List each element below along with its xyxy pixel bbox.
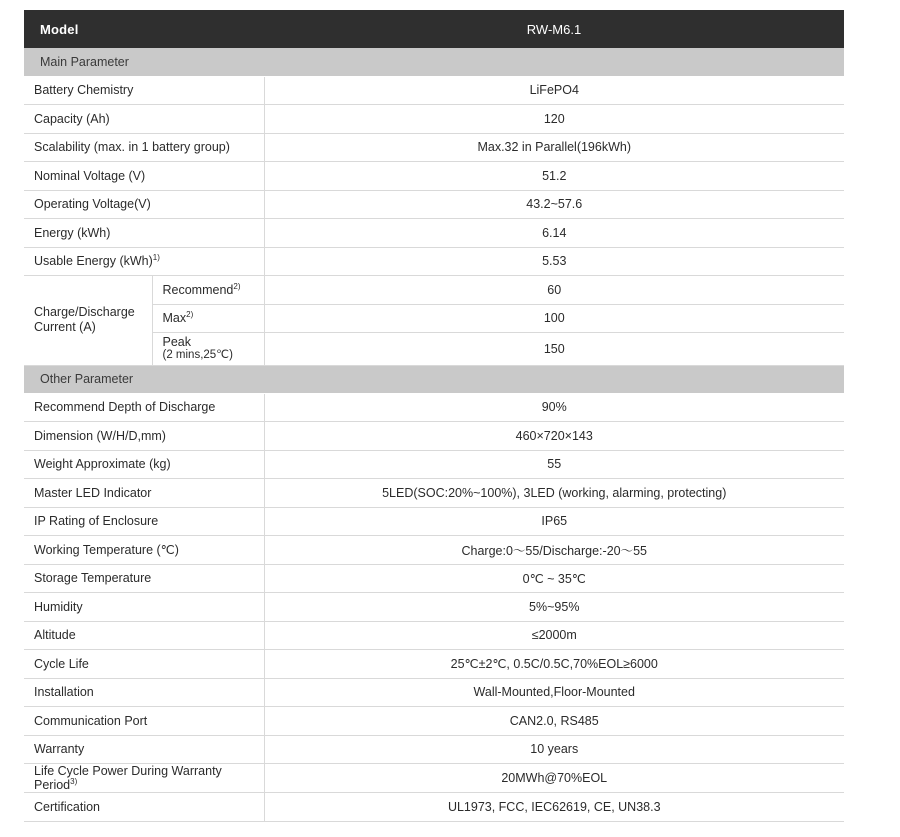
sub-row-label bbox=[152, 333, 264, 366]
row-label: Communication Port bbox=[24, 707, 264, 736]
sub-row-label-note: (2 mins,25℃) bbox=[162, 349, 233, 362]
table-row bbox=[24, 219, 844, 248]
table-row bbox=[24, 105, 844, 134]
table-row bbox=[24, 564, 844, 593]
row-value: 5.53 bbox=[264, 247, 844, 276]
row-label: Master LED Indicator bbox=[24, 479, 264, 508]
row-label: Recommend Depth of Discharge bbox=[24, 393, 264, 422]
row-value: 0℃ ~ 35℃ bbox=[264, 564, 844, 593]
table-row bbox=[24, 133, 844, 162]
row-label: Weight Approximate (kg) bbox=[24, 450, 264, 479]
row-value: 90% bbox=[264, 393, 844, 422]
row-label: Capacity (Ah) bbox=[24, 105, 264, 134]
row-label bbox=[24, 247, 264, 276]
row-value: CAN2.0, RS485 bbox=[264, 707, 844, 736]
row-label: Scalability (max. in 1 battery group) bbox=[24, 133, 264, 162]
row-value: 60 bbox=[264, 276, 844, 305]
row-value: 150 bbox=[264, 333, 844, 366]
section-header-other-parameter bbox=[24, 365, 844, 393]
row-label-footnote: 1) bbox=[152, 253, 160, 263]
sub-row-label bbox=[152, 304, 264, 333]
section-title: Other Parameter bbox=[24, 365, 264, 393]
row-label: Storage Temperature bbox=[24, 564, 264, 593]
table-header-row bbox=[24, 10, 844, 48]
row-label-text: Life Cycle Power During Warranty Period bbox=[34, 764, 222, 793]
row-label bbox=[24, 764, 264, 793]
table-row bbox=[24, 190, 844, 219]
row-label: Dimension (W/H/D,mm) bbox=[24, 422, 264, 451]
row-value: LiFePO4 bbox=[264, 76, 844, 105]
row-value: UL1973, FCC, IEC62619, CE, UN38.3 bbox=[264, 793, 844, 822]
row-label: Cycle Life bbox=[24, 650, 264, 679]
row-value: 5%~95% bbox=[264, 593, 844, 622]
table-row bbox=[24, 764, 844, 793]
specification-table-container bbox=[24, 10, 844, 822]
row-label: Nominal Voltage (V) bbox=[24, 162, 264, 191]
header-model-label: Model bbox=[24, 10, 264, 48]
row-label: Energy (kWh) bbox=[24, 219, 264, 248]
sub-row-label-text: Recommend bbox=[162, 282, 234, 297]
row-label: Working Temperature (℃) bbox=[24, 536, 264, 565]
group-label-line1: Charge/Discharge bbox=[34, 304, 135, 319]
row-value: 20MWh@70%EOL bbox=[264, 764, 844, 793]
group-row-label bbox=[24, 276, 152, 366]
table-row bbox=[24, 793, 844, 822]
row-value: 25℃±2℃, 0.5C/0.5C,70%EOL≥6000 bbox=[264, 650, 844, 679]
row-value: Charge:0～55/Discharge:-20～55 bbox=[264, 536, 844, 565]
section-spacer bbox=[264, 48, 844, 76]
row-label: Humidity bbox=[24, 593, 264, 622]
row-label-footnote: 3) bbox=[70, 776, 78, 786]
sub-row-label-text: Peak bbox=[162, 335, 191, 349]
table-row bbox=[24, 247, 844, 276]
row-value: 100 bbox=[264, 304, 844, 333]
row-label: IP Rating of Enclosure bbox=[24, 507, 264, 536]
section-title: Main Parameter bbox=[24, 48, 264, 76]
table-row bbox=[24, 507, 844, 536]
group-label-line2: Current (A) bbox=[34, 320, 96, 335]
row-label: Warranty bbox=[24, 735, 264, 764]
sub-row-label-text: Max bbox=[162, 311, 187, 326]
row-value: 460×720×143 bbox=[264, 422, 844, 451]
row-label: Certification bbox=[24, 793, 264, 822]
sub-row-footnote: 2) bbox=[233, 281, 241, 291]
table-row bbox=[24, 76, 844, 105]
row-value: 6.14 bbox=[264, 219, 844, 248]
page-right-margin bbox=[876, 0, 900, 837]
specification-table bbox=[24, 10, 844, 822]
row-label: Altitude bbox=[24, 621, 264, 650]
table-row bbox=[24, 536, 844, 565]
row-label-text: Usable Energy (kWh) bbox=[34, 254, 153, 269]
row-value: Wall-Mounted,Floor-Mounted bbox=[264, 678, 844, 707]
sub-row-footnote: 2) bbox=[186, 310, 194, 320]
row-value: Max.32 in Parallel(196kWh) bbox=[264, 133, 844, 162]
row-value: 5LED(SOC:20%~100%), 3LED (working, alarming, protecting) bbox=[264, 479, 844, 508]
table-row bbox=[24, 650, 844, 679]
row-value: IP65 bbox=[264, 507, 844, 536]
table-row bbox=[24, 393, 844, 422]
table-row bbox=[24, 735, 844, 764]
sub-row-label-block bbox=[163, 333, 254, 365]
row-value: 55 bbox=[264, 450, 844, 479]
table-row bbox=[24, 593, 844, 622]
row-label: Installation bbox=[24, 678, 264, 707]
header-model-value: RW-M6.1 bbox=[264, 10, 844, 48]
page-left-margin bbox=[0, 0, 24, 837]
row-label: Operating Voltage(V) bbox=[24, 190, 264, 219]
sub-row-label bbox=[152, 276, 264, 305]
table-row bbox=[24, 621, 844, 650]
table-row bbox=[24, 422, 844, 451]
table-row bbox=[24, 678, 844, 707]
table-row bbox=[24, 707, 844, 736]
table-row bbox=[24, 479, 844, 508]
section-header-main-parameter bbox=[24, 48, 844, 76]
row-label: Battery Chemistry bbox=[24, 76, 264, 105]
row-value: 120 bbox=[264, 105, 844, 134]
table-row bbox=[24, 450, 844, 479]
table-row-grouped bbox=[24, 276, 844, 305]
table-row bbox=[24, 162, 844, 191]
section-spacer bbox=[264, 365, 844, 393]
row-value: 10 years bbox=[264, 735, 844, 764]
row-value: 51.2 bbox=[264, 162, 844, 191]
row-value: ≤2000m bbox=[264, 621, 844, 650]
row-value: 43.2~57.6 bbox=[264, 190, 844, 219]
